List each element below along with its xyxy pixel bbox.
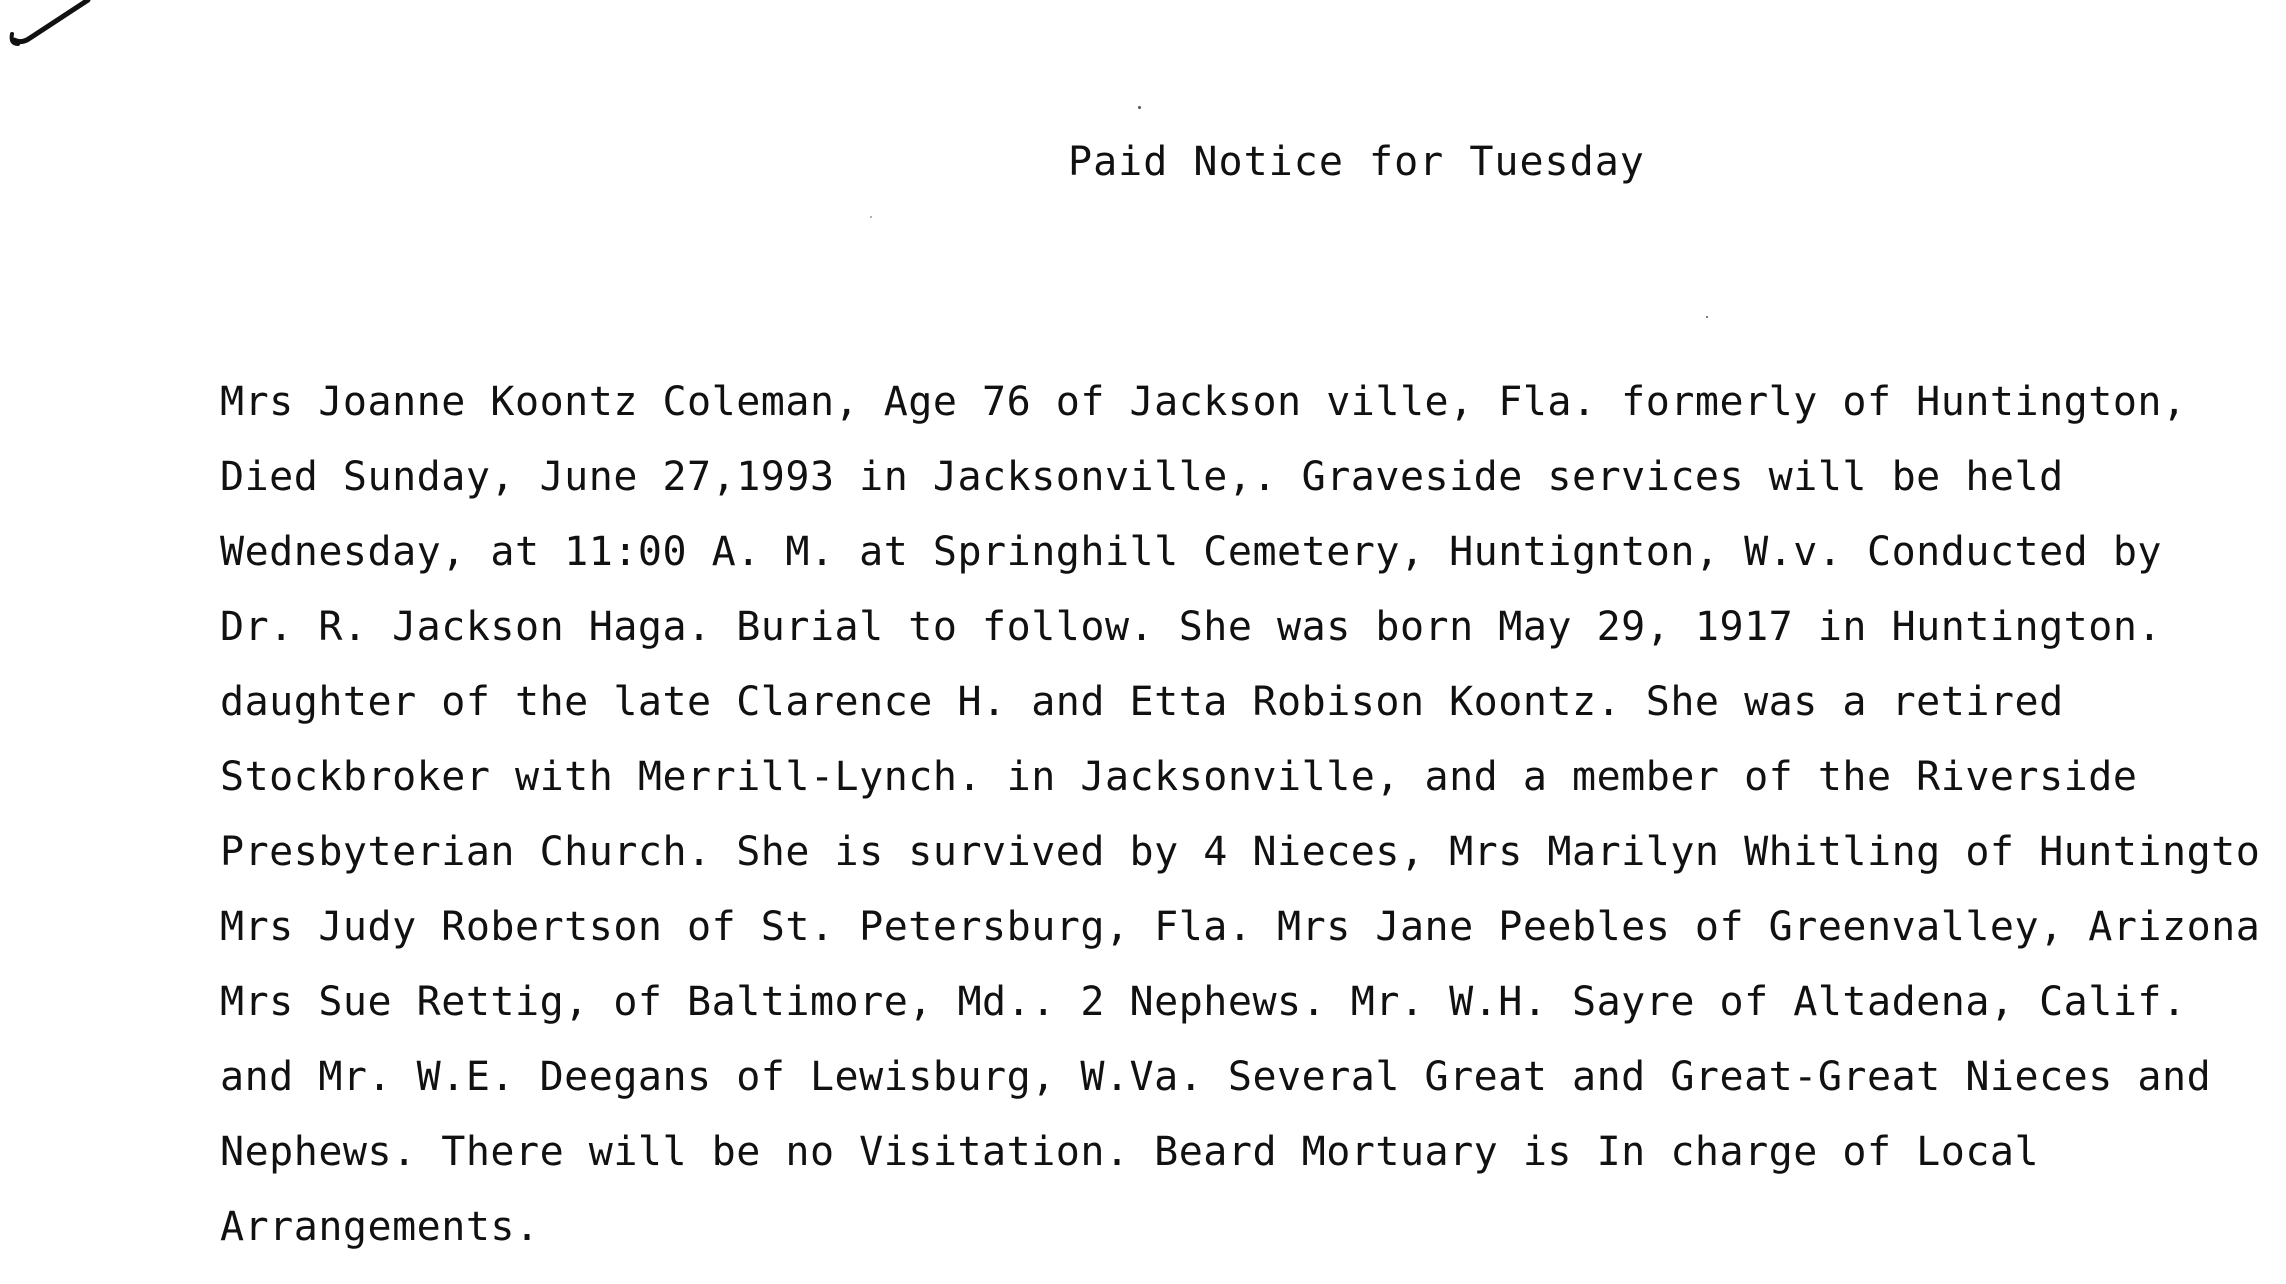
notice-line: and Mr. W.E. Deegans of Lewisburg, W.Va. Several Great and Great-Great Nieces and <box>220 1054 2212 1100</box>
notice-line: Wednesday, at 11:00 A. M. at Springhill Cemetery, Huntignton, W.v. Conducted by <box>220 529 2162 575</box>
scan-speck <box>870 216 872 218</box>
notice-body <box>220 365 2280 1265</box>
notice-line: Nephews. There will be no Visitation. Beard Mortuary is In charge of Local <box>220 1129 2040 1175</box>
scan-speck <box>1138 106 1141 109</box>
scan-speck <box>1706 316 1708 318</box>
notice-line: Mrs Joanne Koontz Coleman, Age 76 of Jackson ville, Fla. formerly of Huntington, <box>220 379 2187 425</box>
notice-line: Mrs Sue Rettig, of Baltimore, Md.. 2 Nephews. Mr. W.H. Sayre of Altadena, Calif. <box>220 979 2187 1025</box>
notice-line: Presbyterian Church. She is survived by 4 Nieces, Mrs Marilyn Whitling of Huntingto <box>220 829 2261 875</box>
check-mark-icon <box>0 0 110 60</box>
notice-line: daughter of the late Clarence H. and Etta Robison Koontz. She was a retired <box>220 679 2064 725</box>
notice-line: Stockbroker with Merrill-Lynch. in Jacksonville, and a member of the Riverside <box>220 754 2138 800</box>
notice-title: Paid Notice for Tuesday <box>1068 139 1645 185</box>
notice-line: Dr. R. Jackson Haga. Burial to follow. She was born May 29, 1917 in Huntington. <box>220 604 2162 650</box>
notice-line: Died Sunday, June 27,1993 in Jacksonville,. Graveside services will be held <box>220 454 2064 500</box>
notice-line: Mrs Judy Robertson of St. Petersburg, Fla. Mrs Jane Peebles of Greenvalley, Arizona <box>220 904 2261 950</box>
notice-line: Arrangements. <box>220 1204 540 1250</box>
